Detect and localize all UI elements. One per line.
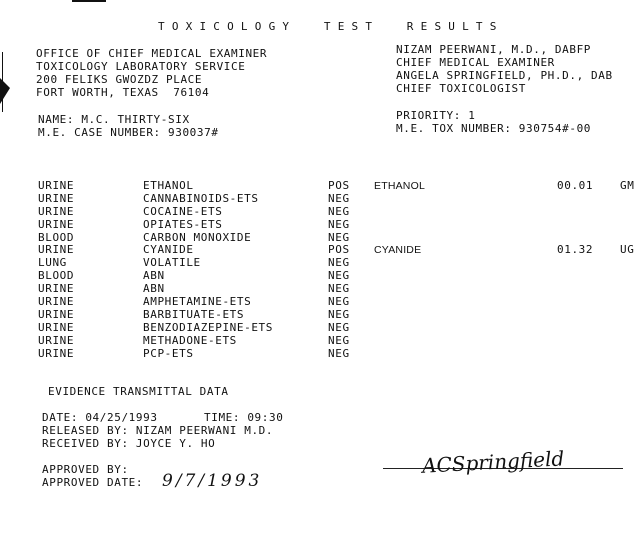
specimen: URINE: [38, 347, 75, 360]
chief-me-title: CHIEF MEDICAL EXAMINER: [396, 56, 555, 69]
specimen: URINE: [38, 295, 75, 308]
lab-street-line: 200 FELIKS GWOZDZ PLACE: [36, 73, 203, 86]
case-number: M.E. CASE NUMBER: 930037#: [38, 126, 219, 139]
concentration: 00.01: [557, 179, 594, 192]
test-result: NEG: [328, 334, 350, 347]
chief-tox-title: CHIEF TOXICOLOGIST: [396, 82, 527, 95]
chief-me-name: NIZAM PEERWANI, M.D., DABFP: [396, 43, 592, 56]
approved-date-handwritten: 9/7/1993: [162, 471, 263, 491]
test-result: NEG: [328, 205, 350, 218]
specimen: URINE: [38, 282, 75, 295]
approved-by-label: APPROVED BY:: [42, 463, 129, 476]
specimen: URINE: [38, 243, 75, 256]
transmittal-time: TIME: 09:30: [204, 411, 284, 424]
released-by: RELEASED BY: NIZAM PEERWANI M.D.: [42, 424, 274, 437]
test-name: BENZODIAZEPINE-ETS: [143, 321, 274, 334]
test-name: COCAINE-ETS: [143, 205, 223, 218]
specimen: BLOOD: [38, 269, 75, 282]
tox-number: M.E. TOX NUMBER: 930754#-00: [396, 122, 592, 135]
chief-tox-name: ANGELA SPRINGFIELD, PH.D., DAB: [396, 69, 613, 82]
approver-signature: ACSpringfield: [421, 446, 565, 478]
lab-office-line: OFFICE OF CHIEF MEDICAL EXAMINER: [36, 47, 268, 60]
test-name: ABN: [143, 282, 165, 295]
test-result: POS: [328, 179, 350, 192]
specimen: URINE: [38, 179, 75, 192]
substance: ETHANOL: [374, 180, 425, 192]
approved-date-label: APPROVED DATE:: [42, 476, 144, 489]
specimen: URINE: [38, 334, 75, 347]
unit: GM: [620, 179, 635, 192]
test-name: OPIATES-ETS: [143, 218, 223, 231]
specimen: URINE: [38, 308, 75, 321]
test-result: NEG: [328, 192, 350, 205]
test-name: METHADONE-ETS: [143, 334, 237, 347]
case-name: NAME: M.C. THIRTY-SIX: [38, 113, 190, 126]
test-name: PCP-ETS: [143, 347, 194, 360]
transmittal-date: DATE: 04/25/1993: [42, 411, 158, 424]
document-title: TOXICOLOGY TEST RESULTS: [158, 20, 504, 33]
test-name: CARBON MONOXIDE: [143, 231, 252, 244]
test-result: NEG: [328, 218, 350, 231]
test-result: NEG: [328, 347, 350, 360]
specimen: URINE: [38, 321, 75, 334]
lab-city-line: FORT WORTH, TEXAS 76104: [36, 86, 210, 99]
test-name: ABN: [143, 269, 165, 282]
unit: UG: [620, 243, 635, 256]
left-edge-arrow: [0, 78, 10, 104]
test-result: NEG: [328, 295, 350, 308]
table-row: [38, 348, 638, 361]
test-name: CANNABINOIDS-ETS: [143, 192, 259, 205]
test-name: CYANIDE: [143, 243, 194, 256]
test-result: NEG: [328, 269, 350, 282]
test-result: NEG: [328, 256, 350, 269]
specimen: BLOOD: [38, 231, 75, 244]
specimen: URINE: [38, 205, 75, 218]
test-result: NEG: [328, 308, 350, 321]
top-edge-mark: [72, 0, 106, 2]
test-name: AMPHETAMINE-ETS: [143, 295, 252, 308]
specimen: LUNG: [38, 256, 67, 269]
lab-service-line: TOXICOLOGY LABORATORY SERVICE: [36, 60, 246, 73]
test-name: VOLATILE: [143, 256, 201, 269]
test-result: POS: [328, 243, 350, 256]
concentration: 01.32: [557, 243, 594, 256]
received-by: RECEIVED BY: JOYCE Y. HO: [42, 437, 216, 450]
evidence-heading: EVIDENCE TRANSMITTAL DATA: [48, 385, 229, 398]
test-result: NEG: [328, 321, 350, 334]
test-result: NEG: [328, 231, 350, 244]
specimen: URINE: [38, 218, 75, 231]
priority: PRIORITY: 1: [396, 109, 476, 122]
test-name: BARBITUATE-ETS: [143, 308, 245, 321]
test-name: ETHANOL: [143, 179, 194, 192]
substance: CYANIDE: [374, 244, 422, 256]
test-result: NEG: [328, 282, 350, 295]
specimen: URINE: [38, 192, 75, 205]
